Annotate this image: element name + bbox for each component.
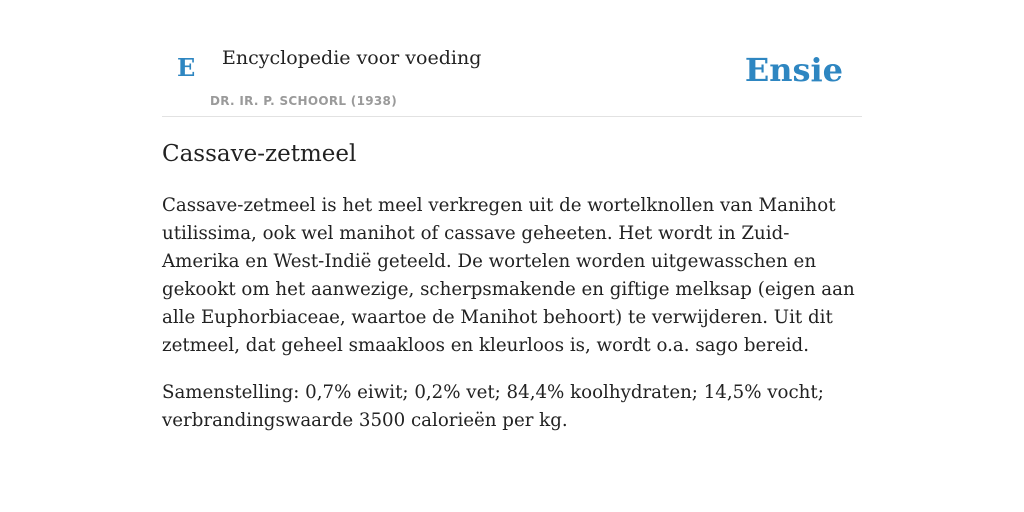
ensie-logo-link[interactable]: Ensie: [744, 51, 843, 89]
entry-title: Cassave-zetmeel: [162, 141, 357, 167]
article: [162, 138, 862, 435]
entry-paragraph: Cassave-zetmeel is het meel verkregen uit de wortelknollen van Manihot utilissima, ook wel manihot of cassave geheeten. Het wordt in Zuid-Amerika en West-Indië geteeld. De wortelen worden uitgewasschen en gekookt om het aanwezige, scherpsmakende en giftige melksap (eigen aan alle Euphorbiaceae, waartoe de Manihot behoort) te verwijderen. Uit dit zetmeel, dat geheel smaakloos en kleurloos is, wordt o.a. sago bereid.: [162, 195, 855, 356]
book-logo-icon[interactable]: E: [177, 53, 196, 82]
entry-paragraph: Samenstelling: 0,7% eiwit; 0,2% vet; 84,4% koolhydraten; 14,5% vocht; verbrandingswaarde 3500 calorieën per kg.: [162, 382, 824, 431]
book-author: DR. IR. P. SCHOORL (1938): [210, 94, 397, 108]
book-title-link[interactable]: Encyclopedie voor voeding: [222, 47, 482, 69]
header: [162, 0, 862, 117]
